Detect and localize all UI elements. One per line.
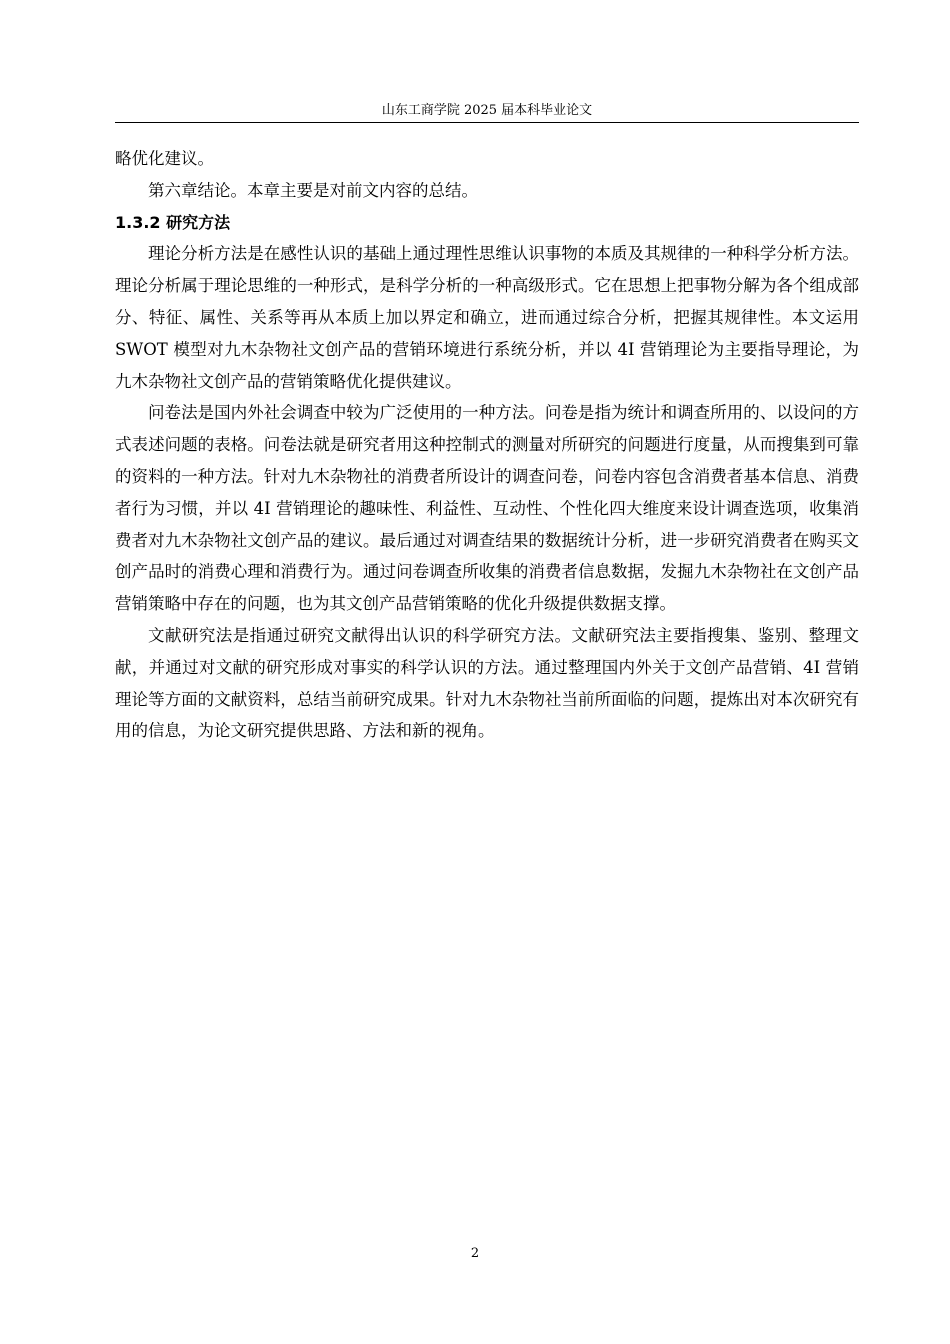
paragraph-theoretical-analysis: 理论分析方法是在感性认识的基础上通过理性思维认识事物的本质及其规律的一种科学分析方法。理论分析属于理论思维的一种形式，是科学分析的一种高级形式。它在思想上把事物分解为各个组成部分、特征、属性、关系等再从本质上加以界定和确立，进而通过综合分析，把握其规律性。本文运用 SWOT 模型对九木杂物社文创产品的营销环境进行系统分析，并以 4I 营销理论为主要指导理论，为九木杂物社文创产品的营销策略优化提供建议。: [115, 244, 859, 391]
running-header: 山东工商学院 2025 届本科毕业论文: [115, 100, 859, 123]
continuation-line: 略优化建议。: [115, 149, 214, 168]
paragraph-literature-research: 文献研究法是指通过研究文献得出认识的科学研究方法。文献研究法主要指搜集、鉴别、整理文献，并通过对文献的研究形成对事实的科学认识的方法。通过整理国内外关于文创产品营销、4I 营销理论等方面的文献资料，总结当前研究成果。针对九木杂物社当前所面临的问题，提炼出对本次研究有用的信息，为论文研究提供思路、方法和新的视角。: [115, 625, 859, 741]
page-number: 2: [470, 1246, 480, 1261]
chapter-6-summary: 第六章结论。本章主要是对前文内容的总结。: [148, 180, 478, 200]
page-content: [115, 143, 859, 747]
section-heading: 1.3.2 研究方法: [115, 212, 231, 232]
paragraph-questionnaire: 问卷法是国内外社会调查中较为广泛使用的一种方法。问卷是指为统计和调查所用的、以设问的方式表述问题的表格。问卷法就是研究者用这种控制式的测量对所研究的问题进行度量，从而搜集到可靠的资料的一种方法。针对九木杂物社的消费者所设计的调查问卷，问卷内容包含消费者基本信息、消费者行为习惯，并以 4I 营销理论的趣味性、利益性、互动性、个性化四大维度来设计调查选项，收集消费者对九木杂物社文创产品的建议。最后通过对调查结果的数据统计分析，进一步研究消费者在购买文创产品时的消费心理和消费行为。通过问卷调查所收集的消费者信息数据，发掘九木杂物社在文创产品营销策略中存在的问题，也为其文创产品营销策略的优化升级提供数据支撑。: [115, 403, 859, 614]
